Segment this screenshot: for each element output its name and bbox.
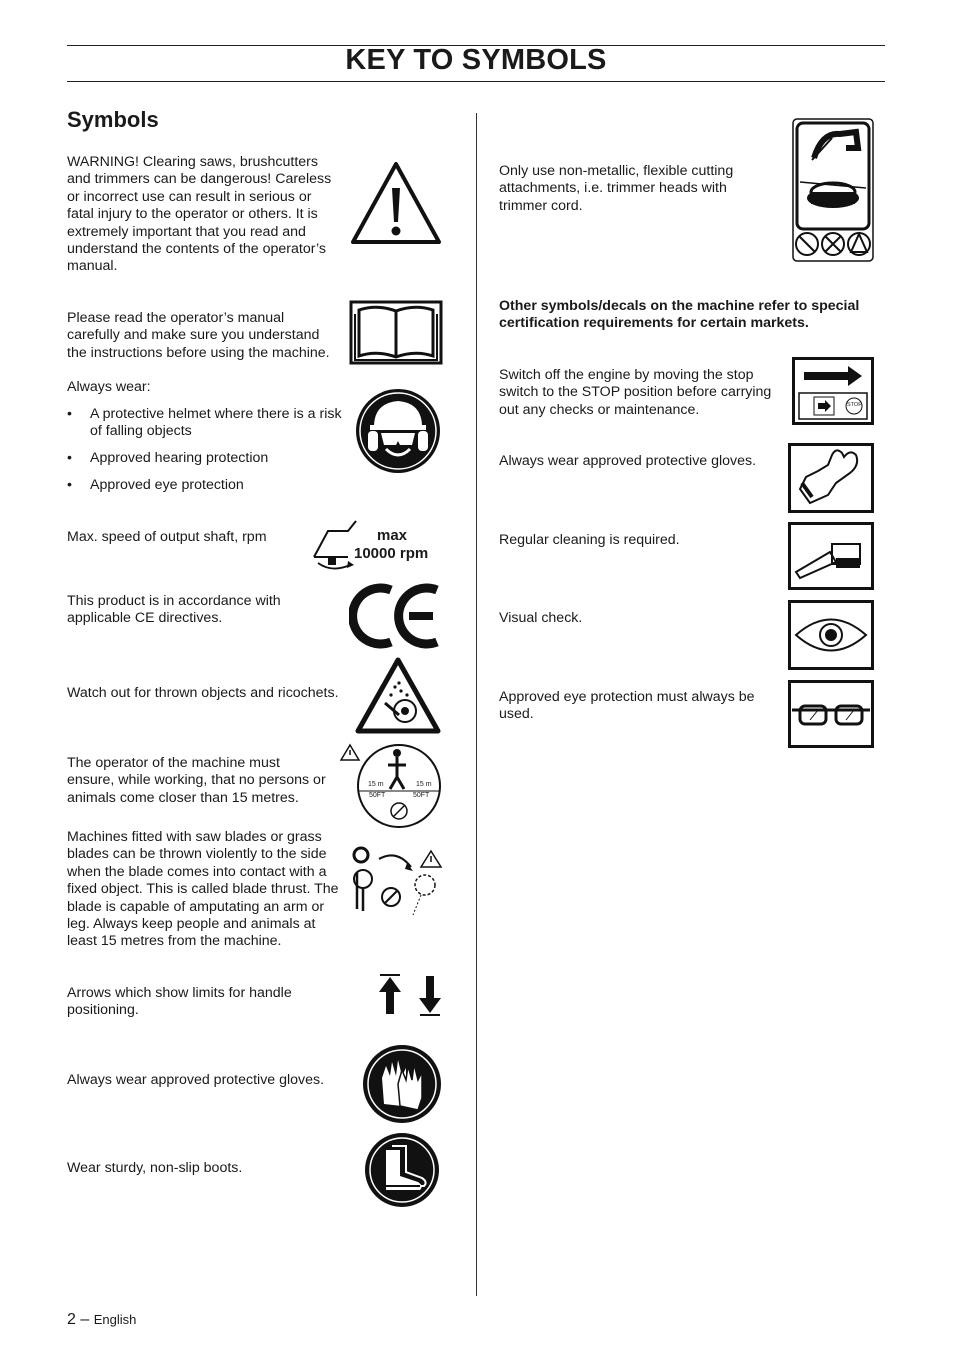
visual-check-eye-icon bbox=[788, 600, 874, 670]
page-title: KEY TO SYMBOLS bbox=[345, 44, 607, 76]
helmet-ear-eye-protection-icon bbox=[354, 387, 442, 475]
title-underline bbox=[67, 81, 885, 82]
max-label: max bbox=[377, 527, 408, 544]
visual-check-text: Visual check. bbox=[499, 610, 583, 626]
eye-protection-text: Approved eye protection must always be used. bbox=[499, 689, 755, 723]
distance-feet-right: 50FT bbox=[413, 792, 430, 799]
bullet-icon: • bbox=[67, 450, 72, 466]
non-metallic-text: Only use non-metallic, flexible cutting attachments, i.e. trimmer heads with trimmer cord. bbox=[499, 163, 734, 214]
section-title: Symbols bbox=[67, 107, 159, 132]
bullet-text: Approved hearing protection bbox=[90, 450, 269, 466]
switch-off-text: Switch off the engine by moving the stop switch to the STOP position before carrying out any checks or maintenance. bbox=[499, 367, 772, 418]
stop-label: STOP bbox=[847, 402, 862, 408]
glove-decal-icon bbox=[788, 443, 874, 513]
manual-book-icon bbox=[349, 300, 443, 365]
max-speed-text: Max. speed of output shaft, rpm bbox=[67, 529, 267, 545]
handle-limit-arrows-icon bbox=[376, 972, 444, 1018]
stop-switch-icon bbox=[792, 357, 874, 425]
thrown-objects-warning-icon bbox=[355, 657, 441, 734]
distance-text: The operator of the machine must ensure, while working, that no persons or animals come closer than 15 metres. bbox=[67, 755, 326, 806]
warning-text: WARNING! Clearing saws, brushcutters and trimmers can be dangerous! Careless or incorrect use can result in serious or fatal injury to the operator or others. It is extremely important that you read and understand the contents of the operator’s manual. bbox=[67, 154, 332, 275]
warning-triangle-icon bbox=[349, 160, 443, 246]
protective-gloves-icon bbox=[362, 1044, 442, 1124]
column-divider bbox=[476, 113, 477, 1296]
distance-meters-right: 15 m bbox=[416, 781, 432, 788]
read-manual-text: Please read the operator’s manual carefully and make sure you understand the instructions before using the machine. bbox=[67, 310, 330, 361]
bullet-icon: • bbox=[67, 406, 72, 422]
distance-feet-left: 50FT bbox=[369, 792, 386, 799]
bullet-icon: • bbox=[67, 477, 72, 493]
rpm-label: 10000 rpm bbox=[354, 545, 429, 562]
non-slip-boots-icon bbox=[362, 1132, 442, 1208]
cleaning-brush-icon bbox=[788, 522, 874, 590]
gloves-text-left: Always wear approved protective gloves. bbox=[67, 1072, 325, 1088]
ce-text: This product is in accordance with applicable CE directives. bbox=[67, 593, 281, 627]
bullet-text: Approved eye protection bbox=[90, 477, 244, 493]
trimmer-head-only-icon bbox=[792, 118, 874, 262]
distance-meters-left: 15 m bbox=[368, 781, 384, 788]
blade-thrust-text: Machines fitted with saw blades or grass blades can be thrown violently to the side when the blade comes into contact with a fixed object. This is called blade thrust. The blade is capable of amputating an arm or leg. Always keep people and animals at least 15 metres from the machine. bbox=[67, 829, 339, 950]
arrows-text: Arrows which show limits for handle positioning. bbox=[67, 985, 292, 1019]
ce-mark-icon bbox=[349, 582, 443, 650]
blade-thrust-icon bbox=[349, 845, 443, 917]
cleaning-text: Regular cleaning is required. bbox=[499, 532, 680, 548]
thrown-objects-text: Watch out for thrown objects and ricochets. bbox=[67, 685, 339, 701]
page-footer bbox=[67, 1311, 136, 1329]
bullet-text: A protective helmet where there is a risk of falling objects bbox=[90, 406, 342, 440]
other-symbols-text: Other symbols/decals on the machine refer to special certification requirements for certain markets. bbox=[499, 298, 860, 332]
always-wear-text: Always wear: bbox=[67, 379, 151, 395]
max-rpm-shaft-icon bbox=[312, 515, 362, 571]
boots-text: Wear sturdy, non-slip boots. bbox=[67, 1160, 243, 1176]
page-number: 2 – bbox=[67, 1311, 90, 1328]
safety-glasses-icon bbox=[788, 680, 874, 748]
gloves-text-right: Always wear approved protective gloves. bbox=[499, 453, 757, 469]
footer-language: English bbox=[93, 1312, 137, 1327]
